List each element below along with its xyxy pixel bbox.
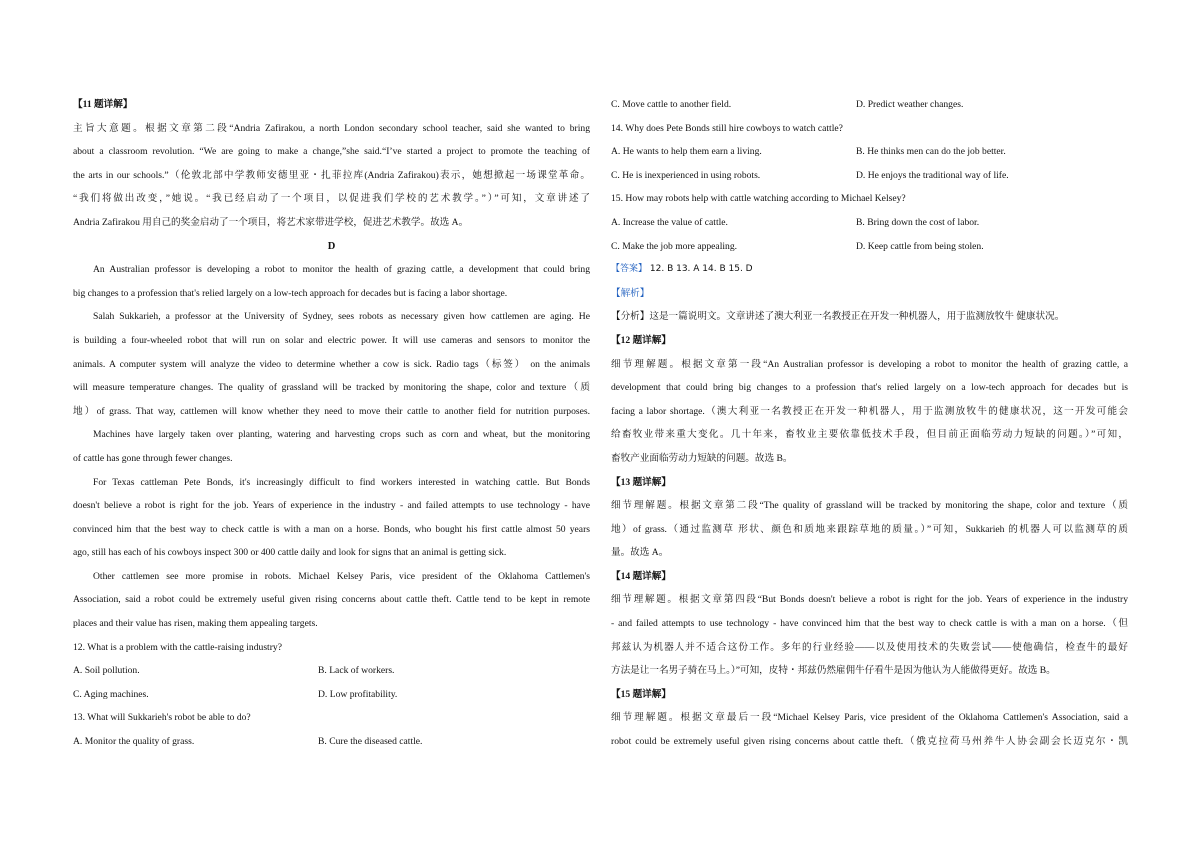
passage-line: places and their value has risen, making them appealing targets.: [73, 618, 318, 630]
passage-line: ago, still has each of his cowboys inspect 300 or 400 cattle daily and look for signs that an animal is getting sick.: [73, 547, 507, 559]
q14-explain-line: 方法是让一名男子骑在马上。）”可知，皮特・邦兹仍然雇佣牛仔看牛是因为他认为人能做得更好。故选 B。: [611, 665, 1056, 677]
right-column: [611, 93, 1128, 754]
summary-line: 【分析】这是一篇说明文。文章讲述了澳大利亚一名教授正在开发一种机器人，用于监测放牧牛 健康状况。: [611, 311, 1065, 323]
passage-line: 地）of grass. That way, cattlemen will know whether they need to move their cattle to another field for nutrition purposes.: [73, 405, 590, 417]
q14-explain-line: 邦兹认为机器人并不适合这份工作。多年的行业经验——以及使用技术的失败尝试——使他确信，检查牛的最好: [611, 641, 1128, 653]
question-13: 13. What will Sukkarieh's robot be able to do?: [73, 712, 251, 724]
q14-option-d: D. He enjoys the traditional way of life.: [856, 169, 1009, 181]
q12-options-row: [73, 659, 590, 683]
passage-line: animals. A computer system will analyze the video to determine whether a cow is sick. Radio tags（标签） on the animals: [73, 358, 590, 370]
q15-option-b: B. Bring down the cost of labor.: [856, 216, 980, 228]
q11-line: Andria Zafirakou 用自己的奖金启动了一个项目，将艺术家带进学校，促进艺术教学。故选 A。: [73, 216, 469, 228]
passage-line: convinced him that the best way to check cattle is with a man on a horse. Bonds, who bought his first cattle almost 50 years: [73, 523, 590, 535]
question-15: 15. How may robots help with cattle watching according to Michael Kelsey?: [611, 193, 906, 205]
q14-option-b: B. He thinks men can do the job better.: [856, 146, 1006, 158]
answer-values: 12. B 13. A 14. B 15. D: [649, 264, 753, 275]
question-12: 12. What is a problem with the cattle-raising industry?: [73, 641, 282, 653]
q13-option-b: B. Cure the diseased cattle.: [318, 736, 423, 748]
passage-line: doesn't believe a robot is right for the job. Years of experience in the industry - and failed attempts to use technology - have: [73, 500, 590, 512]
q12-option-d: D. Low profitability.: [318, 688, 398, 700]
passage-line: Other cattlemen see more promise in robots. Michael Kelsey Paris, vice president of the Oklahoma Cattlemen's: [93, 570, 590, 582]
q12-explain-line: 畜牧产业面临劳动力短缺的问题。故选 B。: [611, 452, 793, 464]
passage-line: For Texas cattleman Pete Bonds, it's increasingly difficult to find workers interested in watching cattle. But Bonds: [93, 476, 590, 488]
q15-option-a: A. Increase the value of cattle.: [611, 216, 728, 228]
q14-options-row: [611, 164, 1128, 188]
answer-label: 【答案】: [611, 264, 648, 275]
q12-explain-line: 细节理解题。根据文章第一段“An Australian professor is developing a robot to monitor the health of grazing cattle, a: [611, 358, 1128, 370]
q13-explain-line: 量。故选 A。: [611, 547, 669, 559]
q11-line: about a classroom revolution. “We are going to make a change,”she said.“I’ve started a project to promote the teaching of: [73, 146, 590, 158]
passage-line: of cattle has gone through fewer changes.: [73, 452, 233, 464]
q11-line: 主旨大意题。根据文章第二段“Andria Zafirakou, a north London secondary school teacher, said she wanted to bring: [73, 122, 590, 134]
q14-option-a: A. He wants to help them earn a living.: [611, 146, 762, 158]
q15-explain-line: 细节理解题。根据文章最后一段“Michael Kelsey Paris, vice president of the Oklahoma Cattlemen's Association, said a: [611, 712, 1128, 724]
q13-explain-line: 地）of grass.（通过监测草 形状、颜色和质地来跟踪草地的质量。）”可知，Sukkarieh 的机器人可以监测草的质: [611, 523, 1128, 535]
left-column: [73, 93, 590, 754]
q14-explain-line: - and failed attempts to use technology - have convinced him that the best way to check cattle is with a man on a horse.（但: [611, 618, 1128, 630]
passage-line: will measure temperature changes. The quality of grassland will be tracked by monitoring the shape, color and texture（质: [73, 382, 590, 394]
q15-explain-line: robot could be extremely useful given rising concerns about cattle theft.（俄克拉荷马州养牛人协会副会长迈克尔・凯: [611, 736, 1128, 748]
q11-line: the arts in our schools.”（伦敦北部中学教师安德里亚・扎菲拉库(Andria Zafirakou)表示，她想掀起一场课堂革命。: [73, 169, 590, 181]
q15-options-row: [611, 235, 1128, 259]
q13-option-a: A. Monitor the quality of grass.: [73, 736, 195, 748]
q14-heading: 【14 题详解】: [611, 570, 671, 582]
q12-explain-line: facing a labor shortage.（澳大利亚一名教授正在开发一种机器人，用于监测放牧牛的健康状况，这一开发可能会: [611, 405, 1128, 417]
q11-heading: 【11 题详解】: [73, 99, 133, 110]
q15-option-c: C. Make the job more appealing.: [611, 240, 738, 252]
q13-option-c: C. Move cattle to another field.: [611, 99, 732, 110]
q12-heading: 【12 题详解】: [611, 334, 671, 346]
answer-row: [611, 258, 1128, 282]
q12-options-row: [73, 683, 590, 707]
passage-line: Association, said a robot could be extremely useful given rising concerns about cattle theft. Cattle tend to be kept in remote: [73, 594, 590, 606]
q15-option-d: D. Keep cattle from being stolen.: [856, 240, 984, 252]
q12-option-a: A. Soil pollution.: [73, 665, 140, 677]
passage-line: An Australian professor is developing a robot to monitor the health of grazing cattle, a development that could bring: [93, 264, 590, 276]
q12-explain-line: development that could bring big changes to a profession that's relied largely on a low-tech approach for decades but is: [611, 382, 1128, 394]
q15-heading: 【15 题详解】: [611, 688, 671, 700]
section-title: D: [327, 240, 336, 252]
q14-explain-line: 细节理解题。根据文章第四段“But Bonds doesn't believe a robot is right for the job. Years of experience in the industry: [611, 594, 1128, 606]
passage-line: Salah Sukkarieh, a professor at the University of Sydney, sees robots as necessary given how cattlemen are aging. He: [93, 311, 590, 323]
q15-options-row: [611, 211, 1128, 235]
passage-line: is building a four-wheeled robot that will run on solar and electric power. It will use cameras and sensors to monitor the: [73, 334, 590, 346]
q13-option-d: D. Predict weather changes.: [856, 99, 964, 110]
q13-heading: 【13 题详解】: [611, 476, 671, 488]
q12-option-c: C. Aging machines.: [73, 688, 149, 700]
question-14: 14. Why does Pete Bonds still hire cowboys to watch cattle?: [611, 122, 843, 134]
q12-explain-line: 给畜牧业带来重大变化。几十年来，畜牧业主要依靠低技术手段，但目前正面临劳动力短缺的问题。）”可知，: [611, 429, 1128, 441]
q13-options-row: [611, 93, 1128, 117]
q11-line: “我们将做出改变，”她说。“我已经启动了一个项目，以促进我们学校的艺术教学。”）”可知，文章讲述了: [73, 193, 590, 205]
q13-explain-line: 细节理解题。根据文章第二段“The quality of grassland will be tracked by monitoring the shape, color and texture（质: [611, 500, 1128, 512]
passage-line: big changes to a profession that's relied largely on a low-tech approach for decades but is facing a labor shortage.: [73, 287, 508, 299]
analysis-label: 【解析】: [611, 287, 650, 299]
q14-options-row: [611, 140, 1128, 164]
q12-option-b: B. Lack of workers.: [318, 665, 395, 677]
q14-option-c: C. He is inexperienced in using robots.: [611, 169, 761, 181]
passage-line: Machines have largely taken over planting, watering and harvesting crops such as corn and wheat, but the monitoring: [93, 429, 590, 441]
q13-options-row: [73, 730, 590, 754]
